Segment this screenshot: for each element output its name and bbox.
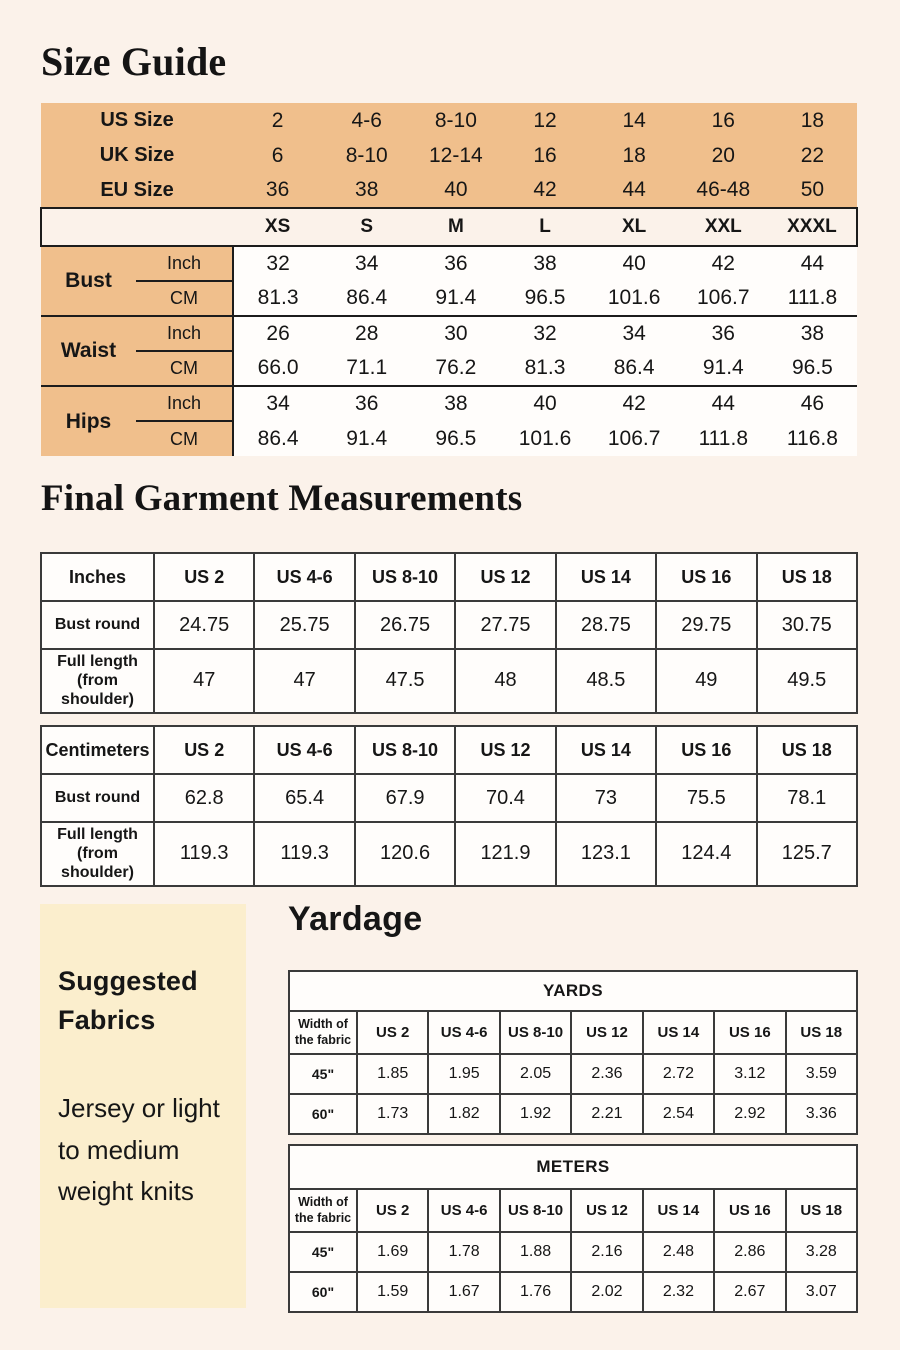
garment-value: 29.75 xyxy=(656,601,756,649)
garment-value: 78.1 xyxy=(757,774,857,822)
fabric-width-value: 45" xyxy=(289,1232,357,1272)
garment-value: 120.6 xyxy=(355,822,455,886)
garment-column-header: US 4-6 xyxy=(254,726,354,774)
conversion-value: 22 xyxy=(768,138,857,173)
yardage-data-row xyxy=(289,1272,857,1312)
conversion-value: 20 xyxy=(679,138,768,173)
conversion-row-label: UK Size xyxy=(41,138,233,173)
garment-value: 30.75 xyxy=(757,601,857,649)
yardage-value: 2.54 xyxy=(643,1094,714,1134)
measure-value-cm: 71.1 xyxy=(322,351,411,386)
garment-value: 124.4 xyxy=(656,822,756,886)
yardage-value: 2.72 xyxy=(643,1054,714,1094)
yardage-value: 1.73 xyxy=(357,1094,428,1134)
yardage-value: 2.92 xyxy=(714,1094,785,1134)
suggested-fabrics-title: Suggested Fabrics xyxy=(58,966,198,1036)
garment-value: 47 xyxy=(154,649,254,713)
yardage-value: 1.69 xyxy=(357,1232,428,1272)
measure-cm-row xyxy=(41,281,857,316)
fabric-width-label: Width of the fabric xyxy=(289,1189,357,1232)
fabric-width-value: 60" xyxy=(289,1272,357,1312)
conversion-value: 16 xyxy=(500,138,589,173)
garment-column-header: US 16 xyxy=(656,726,756,774)
garment-column-header: US 14 xyxy=(556,726,656,774)
garment-column-header: US 18 xyxy=(757,553,857,601)
yardage-column-header: US 12 xyxy=(571,1011,642,1054)
garment-header-row xyxy=(41,553,857,601)
conversion-value: 38 xyxy=(322,173,411,208)
garment-data-row xyxy=(41,774,857,822)
yardage-data-row xyxy=(289,1094,857,1134)
measure-value-inch: 44 xyxy=(679,386,768,421)
page-title: Size Guide xyxy=(41,39,227,84)
measure-value-inch: 34 xyxy=(590,316,679,351)
measure-inch-row xyxy=(41,246,857,281)
measure-group-label: Waist xyxy=(41,316,136,386)
conversion-value: 8-10 xyxy=(411,103,500,138)
garment-value: 47 xyxy=(254,649,354,713)
conversion-row xyxy=(41,138,857,173)
garment-value: 49.5 xyxy=(757,649,857,713)
garment-column-header: US 2 xyxy=(154,553,254,601)
yardage-value: 3.28 xyxy=(786,1232,857,1272)
measure-value-cm: 86.4 xyxy=(590,351,679,386)
conversion-row xyxy=(41,103,857,138)
measure-value-cm: 96.5 xyxy=(768,351,857,386)
yardage-meters-table xyxy=(288,1144,858,1313)
measure-value-inch: 30 xyxy=(411,316,500,351)
yardage-value: 1.95 xyxy=(428,1054,499,1094)
measure-inch-row xyxy=(41,386,857,421)
garment-data-row xyxy=(41,649,857,713)
yardage-value: 3.59 xyxy=(786,1054,857,1094)
yardage-value: 2.32 xyxy=(643,1272,714,1312)
unit-label-inch: Inch xyxy=(136,246,233,281)
conversion-row xyxy=(41,173,857,208)
yardage-column-header: US 8-10 xyxy=(500,1011,571,1054)
measure-value-inch: 38 xyxy=(768,316,857,351)
measure-value-inch: 44 xyxy=(768,246,857,281)
conversion-value: 44 xyxy=(590,173,679,208)
conversion-row-label: US Size xyxy=(41,103,233,138)
garment-value: 125.7 xyxy=(757,822,857,886)
garment-column-header: US 16 xyxy=(656,553,756,601)
garment-unit-header: Centimeters xyxy=(41,726,154,774)
garment-column-header: US 12 xyxy=(455,553,555,601)
fabric-width-value: 45" xyxy=(289,1054,357,1094)
yardage-unit-header: YARDS xyxy=(289,971,857,1011)
yardage-value: 2.36 xyxy=(571,1054,642,1094)
size-labels-spacer xyxy=(41,208,233,246)
size-labels-row xyxy=(41,208,857,246)
yardage-value: 2.02 xyxy=(571,1272,642,1312)
measure-value-inch: 38 xyxy=(411,386,500,421)
measure-value-inch: 46 xyxy=(768,386,857,421)
measure-value-cm: 86.4 xyxy=(233,421,322,456)
measure-value-inch: 32 xyxy=(500,316,589,351)
conversion-value: 18 xyxy=(768,103,857,138)
garment-value: 70.4 xyxy=(455,774,555,822)
measure-value-cm: 81.3 xyxy=(233,281,322,316)
garment-value: 28.75 xyxy=(556,601,656,649)
yardage-data-row xyxy=(289,1054,857,1094)
garment-column-header: US 4-6 xyxy=(254,553,354,601)
garment-value: 119.3 xyxy=(254,822,354,886)
measure-value-cm: 106.7 xyxy=(590,421,679,456)
conversion-value: 4-6 xyxy=(322,103,411,138)
yardage-column-header: US 18 xyxy=(786,1189,857,1232)
measure-group-label: Hips xyxy=(41,386,136,456)
suggested-fabrics-panel xyxy=(40,904,246,1308)
size-label: XXXL xyxy=(768,208,857,246)
garment-value: 26.75 xyxy=(355,601,455,649)
garment-value: 49 xyxy=(656,649,756,713)
garment-measurements-centimeters-table xyxy=(40,725,858,887)
garment-value: 48 xyxy=(455,649,555,713)
measure-value-inch: 34 xyxy=(233,386,322,421)
garment-value: 25.75 xyxy=(254,601,354,649)
measure-value-inch: 26 xyxy=(233,316,322,351)
yardage-value: 2.86 xyxy=(714,1232,785,1272)
size-label: XXL xyxy=(679,208,768,246)
measure-group-label: Bust xyxy=(41,246,136,316)
yardage-columns-row xyxy=(289,1189,857,1232)
yardage-column-header: US 16 xyxy=(714,1189,785,1232)
garment-value: 48.5 xyxy=(556,649,656,713)
measure-value-cm: 111.8 xyxy=(768,281,857,316)
measure-value-cm: 91.4 xyxy=(322,421,411,456)
yardage-yards-table xyxy=(288,970,858,1135)
garment-value: 62.8 xyxy=(154,774,254,822)
conversion-value: 2 xyxy=(233,103,322,138)
measure-value-cm: 96.5 xyxy=(500,281,589,316)
yardage-column-header: US 8-10 xyxy=(500,1189,571,1232)
suggested-fabrics-body: Jersey or light to medium weight knits xyxy=(58,1093,220,1207)
yardage-value: 1.67 xyxy=(428,1272,499,1312)
size-label: L xyxy=(500,208,589,246)
yardage-value: 2.48 xyxy=(643,1232,714,1272)
yardage-value: 2.16 xyxy=(571,1232,642,1272)
yardage-data-row xyxy=(289,1232,857,1272)
conversion-value: 12-14 xyxy=(411,138,500,173)
yardage-value: 3.07 xyxy=(786,1272,857,1312)
measure-value-inch: 40 xyxy=(590,246,679,281)
size-label: XS xyxy=(233,208,322,246)
measure-value-inch: 36 xyxy=(411,246,500,281)
conversion-row-label: EU Size xyxy=(41,173,233,208)
garment-measurements-title: Final Garment Measurements xyxy=(41,478,523,519)
garment-data-row xyxy=(41,601,857,649)
garment-column-header: US 18 xyxy=(757,726,857,774)
yardage-column-header: US 2 xyxy=(357,1011,428,1054)
yardage-value: 1.82 xyxy=(428,1094,499,1134)
size-label: M xyxy=(411,208,500,246)
unit-label-cm: CM xyxy=(136,421,233,456)
conversion-value: 36 xyxy=(233,173,322,208)
conversion-value: 50 xyxy=(768,173,857,208)
measure-value-cm: 91.4 xyxy=(679,351,768,386)
measure-value-inch: 40 xyxy=(500,386,589,421)
measure-value-inch: 36 xyxy=(322,386,411,421)
size-label: S xyxy=(322,208,411,246)
measure-inch-row xyxy=(41,316,857,351)
measure-value-cm: 101.6 xyxy=(590,281,679,316)
unit-label-inch: Inch xyxy=(136,316,233,351)
garment-column-header: US 12 xyxy=(455,726,555,774)
garment-value: 65.4 xyxy=(254,774,354,822)
garment-data-row xyxy=(41,822,857,886)
fabric-width-value: 60" xyxy=(289,1094,357,1134)
yardage-column-header: US 4-6 xyxy=(428,1189,499,1232)
yardage-value: 1.85 xyxy=(357,1054,428,1094)
size-conversion-table xyxy=(40,103,858,456)
yardage-value: 2.67 xyxy=(714,1272,785,1312)
conversion-value: 8-10 xyxy=(322,138,411,173)
unit-label-inch: Inch xyxy=(136,386,233,421)
garment-row-label: Bust round xyxy=(41,774,154,822)
yardage-value: 3.36 xyxy=(786,1094,857,1134)
garment-value: 73 xyxy=(556,774,656,822)
yardage-value: 1.92 xyxy=(500,1094,571,1134)
measure-value-cm: 66.0 xyxy=(233,351,322,386)
measure-value-cm: 76.2 xyxy=(411,351,500,386)
yardage-column-header: US 4-6 xyxy=(428,1011,499,1054)
yardage-value: 2.05 xyxy=(500,1054,571,1094)
measure-value-cm: 86.4 xyxy=(322,281,411,316)
size-label: XL xyxy=(590,208,679,246)
garment-value: 121.9 xyxy=(455,822,555,886)
yardage-column-header: US 12 xyxy=(571,1189,642,1232)
unit-label-cm: CM xyxy=(136,351,233,386)
yardage-title: Yardage xyxy=(288,900,423,938)
measure-value-cm: 106.7 xyxy=(679,281,768,316)
yardage-value: 1.59 xyxy=(357,1272,428,1312)
measure-value-cm: 81.3 xyxy=(500,351,589,386)
yardage-value: 1.78 xyxy=(428,1232,499,1272)
garment-row-label: Full length (from shoulder) xyxy=(41,649,154,713)
yardage-unit-header-row xyxy=(289,1145,857,1189)
yardage-column-header: US 18 xyxy=(786,1011,857,1054)
measure-value-cm: 116.8 xyxy=(768,421,857,456)
measure-value-cm: 96.5 xyxy=(411,421,500,456)
measure-value-inch: 42 xyxy=(590,386,679,421)
measure-cm-row xyxy=(41,351,857,386)
yardage-value: 1.88 xyxy=(500,1232,571,1272)
measure-value-cm: 101.6 xyxy=(500,421,589,456)
garment-column-header: US 8-10 xyxy=(355,553,455,601)
conversion-value: 16 xyxy=(679,103,768,138)
conversion-value: 12 xyxy=(500,103,589,138)
garment-column-header: US 8-10 xyxy=(355,726,455,774)
measure-value-cm: 91.4 xyxy=(411,281,500,316)
yardage-value: 1.76 xyxy=(500,1272,571,1312)
measure-cm-row xyxy=(41,421,857,456)
garment-column-header: US 14 xyxy=(556,553,656,601)
conversion-value: 6 xyxy=(233,138,322,173)
measure-value-inch: 28 xyxy=(322,316,411,351)
garment-measurements-inches-table xyxy=(40,552,858,714)
yardage-columns-row xyxy=(289,1011,857,1054)
conversion-value: 14 xyxy=(590,103,679,138)
yardage-column-header: US 14 xyxy=(643,1011,714,1054)
unit-label-cm: CM xyxy=(136,281,233,316)
garment-row-label: Bust round xyxy=(41,601,154,649)
conversion-value: 18 xyxy=(590,138,679,173)
garment-value: 24.75 xyxy=(154,601,254,649)
conversion-value: 40 xyxy=(411,173,500,208)
garment-value: 67.9 xyxy=(355,774,455,822)
conversion-value: 42 xyxy=(500,173,589,208)
garment-column-header: US 2 xyxy=(154,726,254,774)
garment-value: 47.5 xyxy=(355,649,455,713)
conversion-value: 46-48 xyxy=(679,173,768,208)
measure-value-inch: 42 xyxy=(679,246,768,281)
measure-value-inch: 38 xyxy=(500,246,589,281)
garment-unit-header: Inches xyxy=(41,553,154,601)
garment-value: 123.1 xyxy=(556,822,656,886)
garment-row-label: Full length (from shoulder) xyxy=(41,822,154,886)
garment-value: 119.3 xyxy=(154,822,254,886)
yardage-value: 3.12 xyxy=(714,1054,785,1094)
fabric-width-label: Width of the fabric xyxy=(289,1011,357,1054)
yardage-column-header: US 16 xyxy=(714,1011,785,1054)
yardage-value: 2.21 xyxy=(571,1094,642,1134)
measure-value-inch: 32 xyxy=(233,246,322,281)
measure-value-inch: 34 xyxy=(322,246,411,281)
garment-value: 27.75 xyxy=(455,601,555,649)
yardage-column-header: US 2 xyxy=(357,1189,428,1232)
garment-value: 75.5 xyxy=(656,774,756,822)
yardage-column-header: US 14 xyxy=(643,1189,714,1232)
garment-header-row xyxy=(41,726,857,774)
yardage-unit-header: METERS xyxy=(289,1145,857,1189)
measure-value-cm: 111.8 xyxy=(679,421,768,456)
yardage-unit-header-row xyxy=(289,971,857,1011)
measure-value-inch: 36 xyxy=(679,316,768,351)
